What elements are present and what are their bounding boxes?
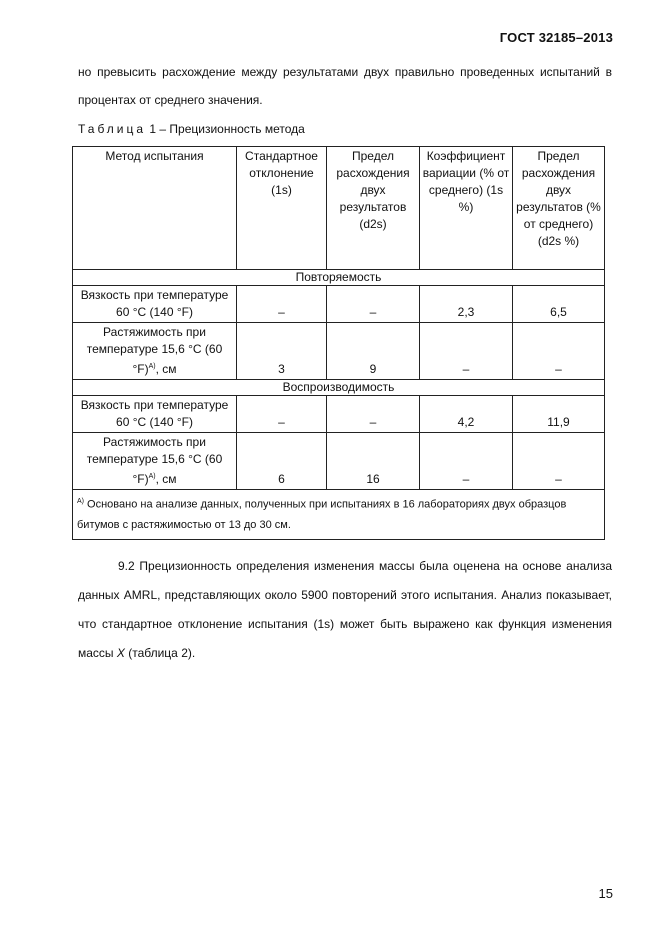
footnote-text: Основано на анализе данных, полученных при испытаниях в 16 лабораториях двух образцов битумов с растяжимостью от 13 до 30 см. [77,498,567,531]
table-row [73,323,605,380]
column-header: Предел расхождения двух результатов (% от среднего) (d2s %) [513,147,605,270]
intro-paragraph: но превысить расхождение между результатами двух правильно проведенных испытаний в процентах от среднего значения. [78,65,612,107]
method-unit: , см [155,472,177,486]
footnote-ref: A) [148,473,156,480]
method-unit: , см [155,362,177,376]
table-row [73,433,605,490]
table-cell: 3 [237,323,327,380]
precision-table [72,146,605,540]
method-name [73,323,237,380]
section-row [73,270,605,286]
method-name-text: Растяжимость при температуре 15,6 °C (60 °F) [86,325,223,376]
table-caption-prefix: Таблица [78,122,147,136]
table-cell: – [237,396,327,433]
paragraph-9-2-tail: (таблица 2). [124,646,196,660]
method-name: Вязкость при температуре 60 °C (140 °F) [73,396,237,433]
mass-change-variable: X [116,646,125,660]
column-header: Предел расхождения двух результатов (d2s) [327,147,420,270]
section-title-reproducibility: Воспроизводимость [73,380,605,396]
table-cell: – [237,286,327,323]
table-cell: – [420,433,513,490]
table-cell: – [513,433,605,490]
column-header: Метод испытания [73,147,237,270]
method-name [73,433,237,490]
standard-header: ГОСТ 32185–2013 [499,30,613,45]
table-row [73,286,605,323]
table-row [73,396,605,433]
table-cell: – [327,286,420,323]
table-cell: 16 [327,433,420,490]
table-cell: 9 [327,323,420,380]
table-cell: 2,3 [420,286,513,323]
section-row [73,380,605,396]
footnote-ref: A) [148,363,156,370]
page-number: 15 [598,886,613,901]
table-cell: – [513,323,605,380]
table-cell: 6,5 [513,286,605,323]
table-cell: 6 [237,433,327,490]
method-name: Вязкость при температуре 60 °C (140 °F) [73,286,237,323]
table-cell: 4,2 [420,396,513,433]
paragraph-9-2 [78,552,612,668]
column-header: Стандартное отклонение (1s) [237,147,327,270]
table-cell: – [420,323,513,380]
footnote-mark: A) [77,498,84,505]
table-cell: 11,9 [513,396,605,433]
table-header-row [73,147,605,270]
table-caption [78,122,305,136]
section-title-repeatability: Повторяемость [73,270,605,286]
table-footnote [73,490,605,540]
paragraph-9-2-text: 9.2 Прецизионность определения изменения массы была оценена на основе анализа данных AMRL, представляющих около 5900 повторений этого испытания. Анализ показывает, что стандартное отклонение испытания (1s) может быть выражено как функция изменения массы [78,559,612,660]
table-caption-title: 1 – Прецизионность метода [146,122,305,136]
column-header: Коэффициент вариации (% от среднего) (1s %) [420,147,513,270]
method-name-text: Растяжимость при температуре 15,6 °C (60 °F) [86,435,223,486]
footnote-row [73,490,605,540]
table-cell: – [327,396,420,433]
